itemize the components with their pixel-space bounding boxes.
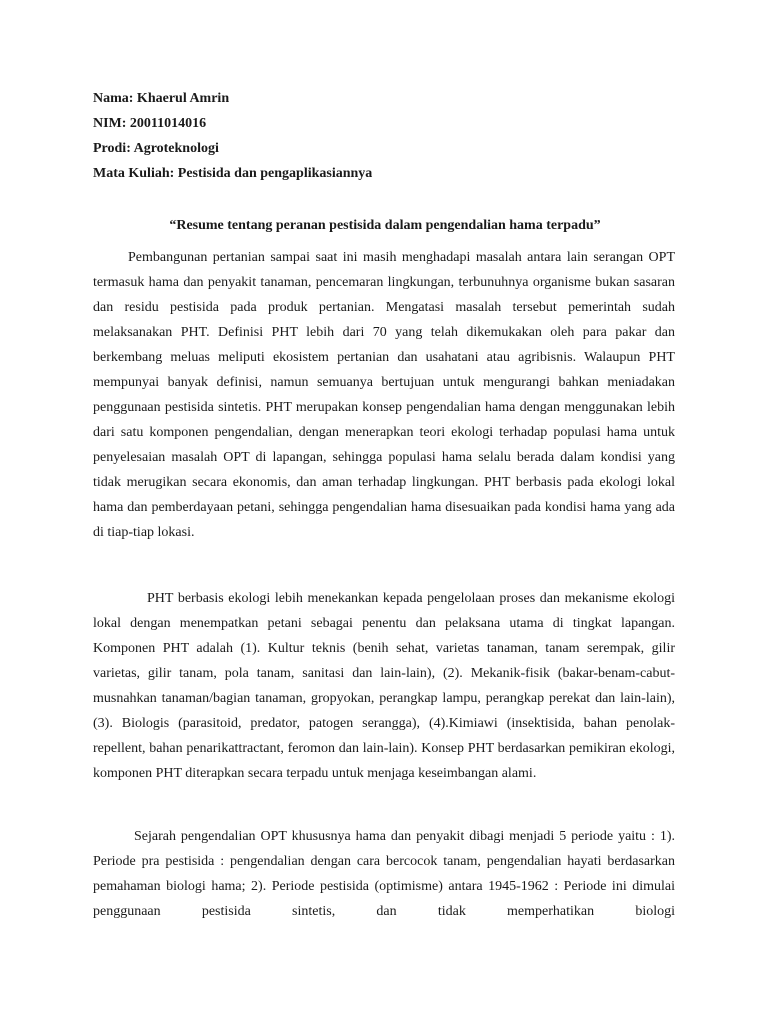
paragraph-1: Pembangunan pertanian sampai saat ini masih menghadapi masalah antara lain serangan OPT termasuk hama dan penyakit tanaman, pencemaran lingkungan, terbunuhnya organisme bukan sasaran dan residu pestisida pada produk pertanian. Mengatasi masalah tersebut pemerintah sudah melaksanakan PHT. Definisi PHT lebih dari 70 yang telah dikemukakan oleh para pakar dan berkembang meluas meliputi ekosistem pertanian dan usahatani atau agribisnis. Walaupun PHT mempunyai banyak definisi, namun semuanya bertujuan untuk mengurangi bahkan meniadakan penggunaan pestisida sintetis. PHT merupakan konsep pengendalian hama dengan menggunakan lebih dari satu komponen pengendalian, dengan menerapkan teori ekologi terhadap populasi hama untuk penyelesaian masalah OPT di lapangan, sehingga populasi hama selalu berada dalam kondisi yang tidak merugikan secara ekonomis, dan aman terhadap lingkungan. PHT berbasis pada ekologi lokal hama dan pemberdayaan petani, sehingga pengendalian hama disesuaikan pada kondisi hama yang ada di tiap-tiap lokasi. — [93, 250, 675, 540]
student-nim: NIM: 20011014016 — [93, 116, 207, 131]
student-info — [93, 86, 372, 186]
document-title: “Resume tentang peranan pestisida dalam pengendalian hama terpadu” — [169, 218, 601, 233]
paragraph-3: Sejarah pengendalian OPT khususnya hama dan penyakit dibagi menjadi 5 periode yaitu : 1). Periode pra pestisida : pengendalian dengan cara bercocok tanam, pengendalian hayati berdasarkan pemahaman biologi hama; 2). Periode pestisida (optimisme) antara 1945-1962 : Periode ini dimulai penggunaan pestisida sintetis, dan tidak memperhatikan biologi — [93, 829, 675, 919]
study-program: Prodi: Agroteknologi — [93, 141, 219, 156]
paragraph-2: PHT berbasis ekologi lebih menekankan kepada pengelolaan proses dan mekanisme ekologi lokal dengan menempatkan petani sebagai penentu dan pelaksana utama di tingkat lapangan. Komponen PHT adalah (1). Kultur teknis (benih sehat, varietas tanaman, tanam serempak, gilir varietas, gilir tanam, pola tanam, sanitasi dan lain-lain), (2). Mekanik-fisik (bakar-benam-cabut-musnahkan tanaman/bagian tanaman, gropyokan, perangkap lampu, perangkap perekat dan lain-lain), (3). Biologis (parasitoid, predator, patogen serangga), (4).Kimiawi (insektisida, bahan penolak-repellent, bahan penarikattractant, feromon dan lain-lain). Konsep PHT berdasarkan pemikiran ekologi, komponen PHT diterapkan secara terpadu untuk menjaga keseimbangan alami. — [93, 591, 675, 781]
student-name: Nama: Khaerul Amrin — [93, 91, 230, 106]
course-name: Mata Kuliah: Pestisida dan pengaplikasiannya — [93, 166, 373, 181]
